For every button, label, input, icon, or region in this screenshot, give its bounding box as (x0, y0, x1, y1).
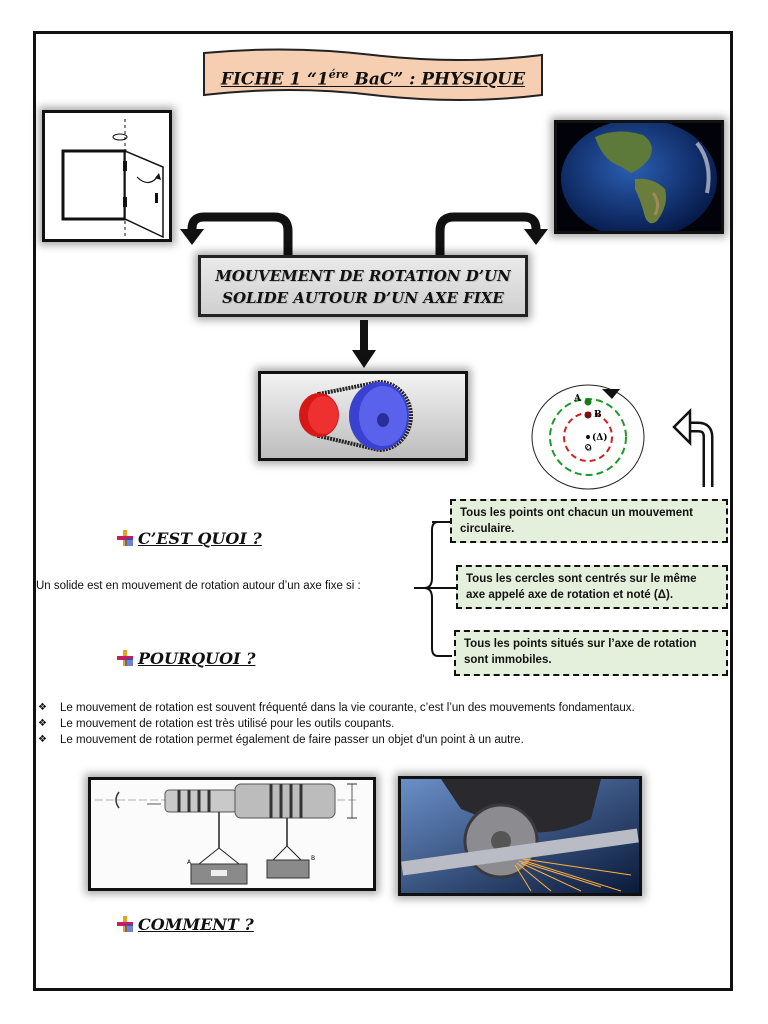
door-rotation-image (42, 110, 172, 242)
pulley-illustration (261, 374, 465, 458)
why-bullet-list (38, 700, 704, 748)
section-what-heading: C’EST QUOI ? (138, 529, 262, 548)
section-how-heading: COMMENT ? (138, 915, 254, 934)
main-title-box (198, 255, 528, 317)
grinder-illustration (401, 779, 639, 893)
door-illustration (45, 113, 169, 239)
bullet-item: ❖ Le mouvement de rotation est très utilisé pour les outils coupants. (38, 716, 704, 732)
section-cross-icon (116, 915, 134, 933)
center-o-label: O (586, 445, 592, 453)
condition-box-1: Tous les points ont chacun un mouvement circulaire. (450, 499, 728, 543)
header-banner (200, 47, 546, 103)
grinder-image (398, 776, 642, 896)
down-arrow-icon (352, 320, 376, 370)
mass-a-label: A (187, 859, 192, 866)
mass-b-label: B (311, 855, 316, 862)
hook-arrow-icon (672, 405, 722, 489)
axis-delta-label: (Δ) (592, 433, 608, 443)
section-why-heading: POURQUOI ? (138, 649, 256, 668)
condition-box-2: Tous les cercles sont centrés sur le même axe appelé axe de rotation et noté (Δ). (456, 565, 728, 609)
earth-illustration (557, 123, 721, 231)
bullet-item: ❖ Le mouvement de rotation est souvent fréquenté dans la vie courante, c’est l’un des mouvements fondamentaux. (38, 700, 704, 716)
winch-image (88, 777, 376, 891)
section-cross-icon (116, 529, 134, 547)
main-title-line1: MOUVEMENT DE ROTATION D’UN (215, 267, 511, 285)
main-title-line2: SOLIDE AUTOUR D’UN AXE FIXE (222, 289, 504, 307)
winch-illustration (91, 780, 373, 888)
point-b-label: B (594, 410, 602, 420)
pulley-image (258, 371, 468, 461)
condition-box-3: Tous les points situés sur l’axe de rotation sont immobiles. (454, 630, 728, 676)
definition-statement: Un solide est en mouvement de rotation autour d’un axe fixe si : (36, 580, 361, 592)
point-a-label: A (574, 394, 581, 404)
earth-image (554, 120, 724, 234)
rotation-diagram (530, 383, 650, 493)
banner-title: FICHE 1 “$1^{ére}$ BaC” : PHYSIQUE (220, 68, 526, 90)
bullet-item: ❖ Le mouvement de rotation permet également de faire passer un objet d'un point à un autre. (38, 732, 704, 748)
section-cross-icon (116, 649, 134, 667)
